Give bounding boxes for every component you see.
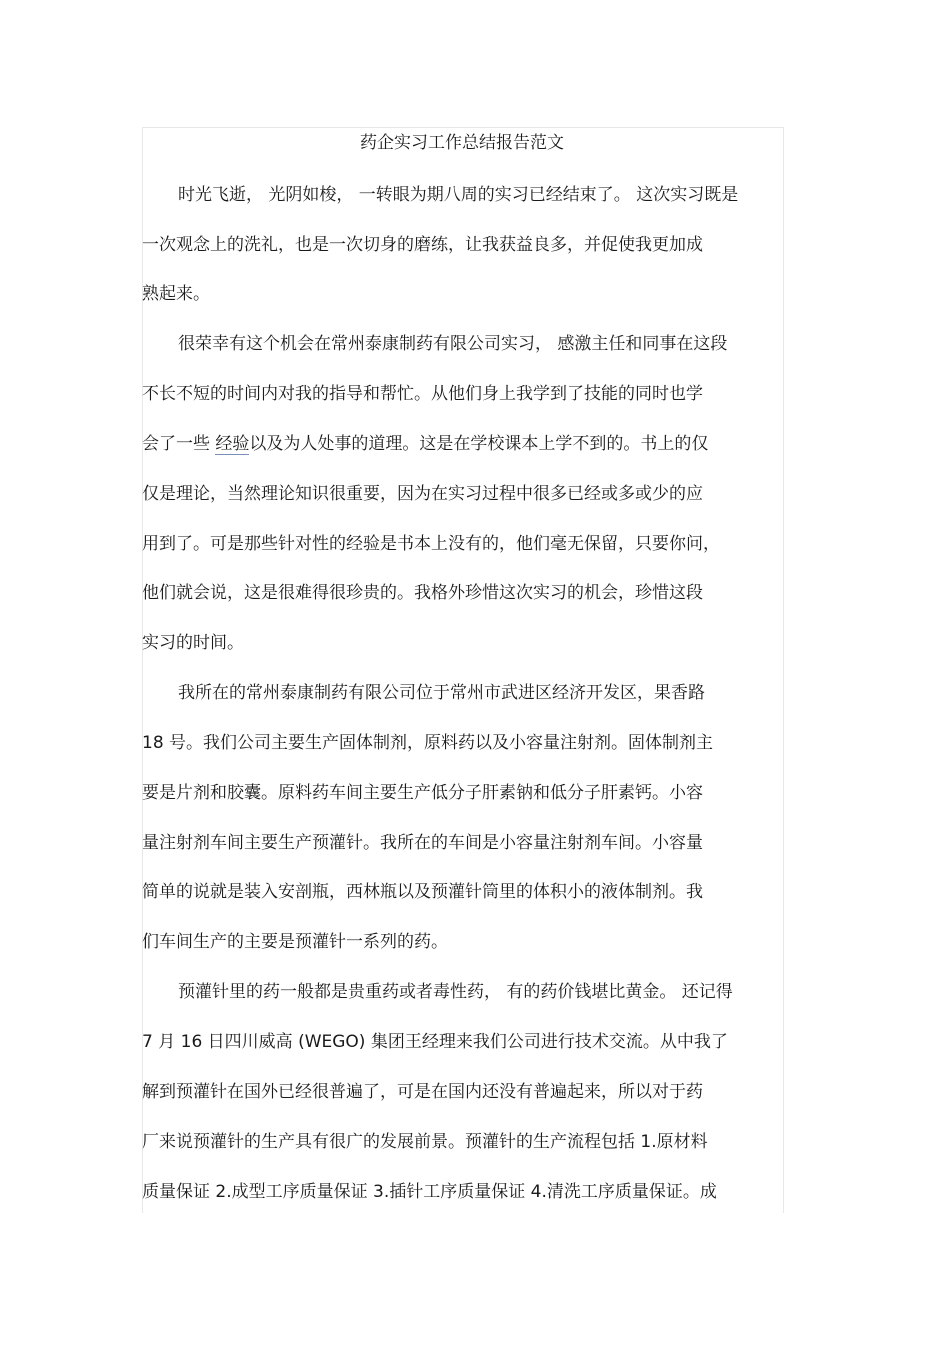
- paragraph-line: 用到了。可是那些针对性的经验是书本上没有的，他们毫无保留，只要你问，: [142, 534, 720, 554]
- paragraph-line: 一次观念上的洗礼，也是一次切身的磨练，让我获益良多，并促使我更加成: [142, 235, 703, 255]
- paragraph-line: 熟起来。: [142, 284, 210, 304]
- paragraph-line: 要是片剂和胶囊。原料药车间主要生产低分子肝素钠和低分子肝素钙。小容: [142, 783, 703, 803]
- paragraph-line: 我所在的常州泰康制药有限公司位于常州市武进区经济开发区，果香路: [178, 683, 705, 703]
- paragraph-line: 很荣幸有这个机会在常州泰康制药有限公司实习， 感激主任和同事在这段: [178, 334, 728, 354]
- paragraph-line: 他们就会说，这是很难得很珍贵的。我格外珍惜这次实习的机会，珍惜这段: [142, 583, 703, 603]
- paragraph-line-segment: 会了一些: [142, 434, 216, 454]
- paragraph-line: 质量保证 2.成型工序质量保证 3.插针工序质量保证 4.清洗工序质量保证。成: [142, 1182, 717, 1202]
- paragraph-line: 预灌针里的药一般都是贵重药或者毒性药， 有的药价钱堪比黄金。 还记得: [178, 982, 733, 1002]
- paragraph-line: 仅是理论，当然理论知识很重要，因为在实习过程中很多已经或多或少的应: [142, 484, 703, 504]
- paragraph-line-segment: 以及为人处事的道理。这是在学校课本上学不到的。书上的仅: [249, 434, 709, 454]
- linked-word[interactable]: 经验: [215, 434, 250, 454]
- paragraph-line: 解到预灌针在国外已经很普遍了，可是在国内还没有普遍起来，所以对于药: [142, 1082, 703, 1102]
- paragraph-line: 厂来说预灌针的生产具有很广的发展前景。预灌针的生产流程包括 1.原材料: [142, 1132, 708, 1152]
- paragraph-line: 们车间生产的主要是预灌针一系列的药。: [142, 932, 448, 952]
- paragraph-line: 7 月 16 日四川威高 (WEGO) 集团王经理来我们公司进行技术交流。从中我了: [142, 1032, 728, 1052]
- paragraph-line: 不长不短的时间内对我的指导和帮忙。从他们身上我学到了技能的同时也学: [142, 384, 703, 404]
- paragraph-line: [142, 432, 708, 456]
- paragraph-line: 实习的时间。: [142, 633, 244, 653]
- paragraph-line: 简单的说就是装入安剖瓶，西林瓶以及预灌针筒里的体积小的液体制剂。我: [142, 882, 703, 902]
- document-title: 药企实习工作总结报告范文: [360, 133, 564, 153]
- paragraph-line: 18 号。我们公司主要生产固体制剂，原料药以及小容量注射剂。固体制剂主: [142, 733, 714, 753]
- paragraph-line: 时光飞逝， 光阴如梭， 一转眼为期八周的实习已经结束了。 这次实习既是: [178, 185, 739, 205]
- paragraph-line: 量注射剂车间主要生产预灌针。我所在的车间是小容量注射剂车间。小容量: [142, 833, 703, 853]
